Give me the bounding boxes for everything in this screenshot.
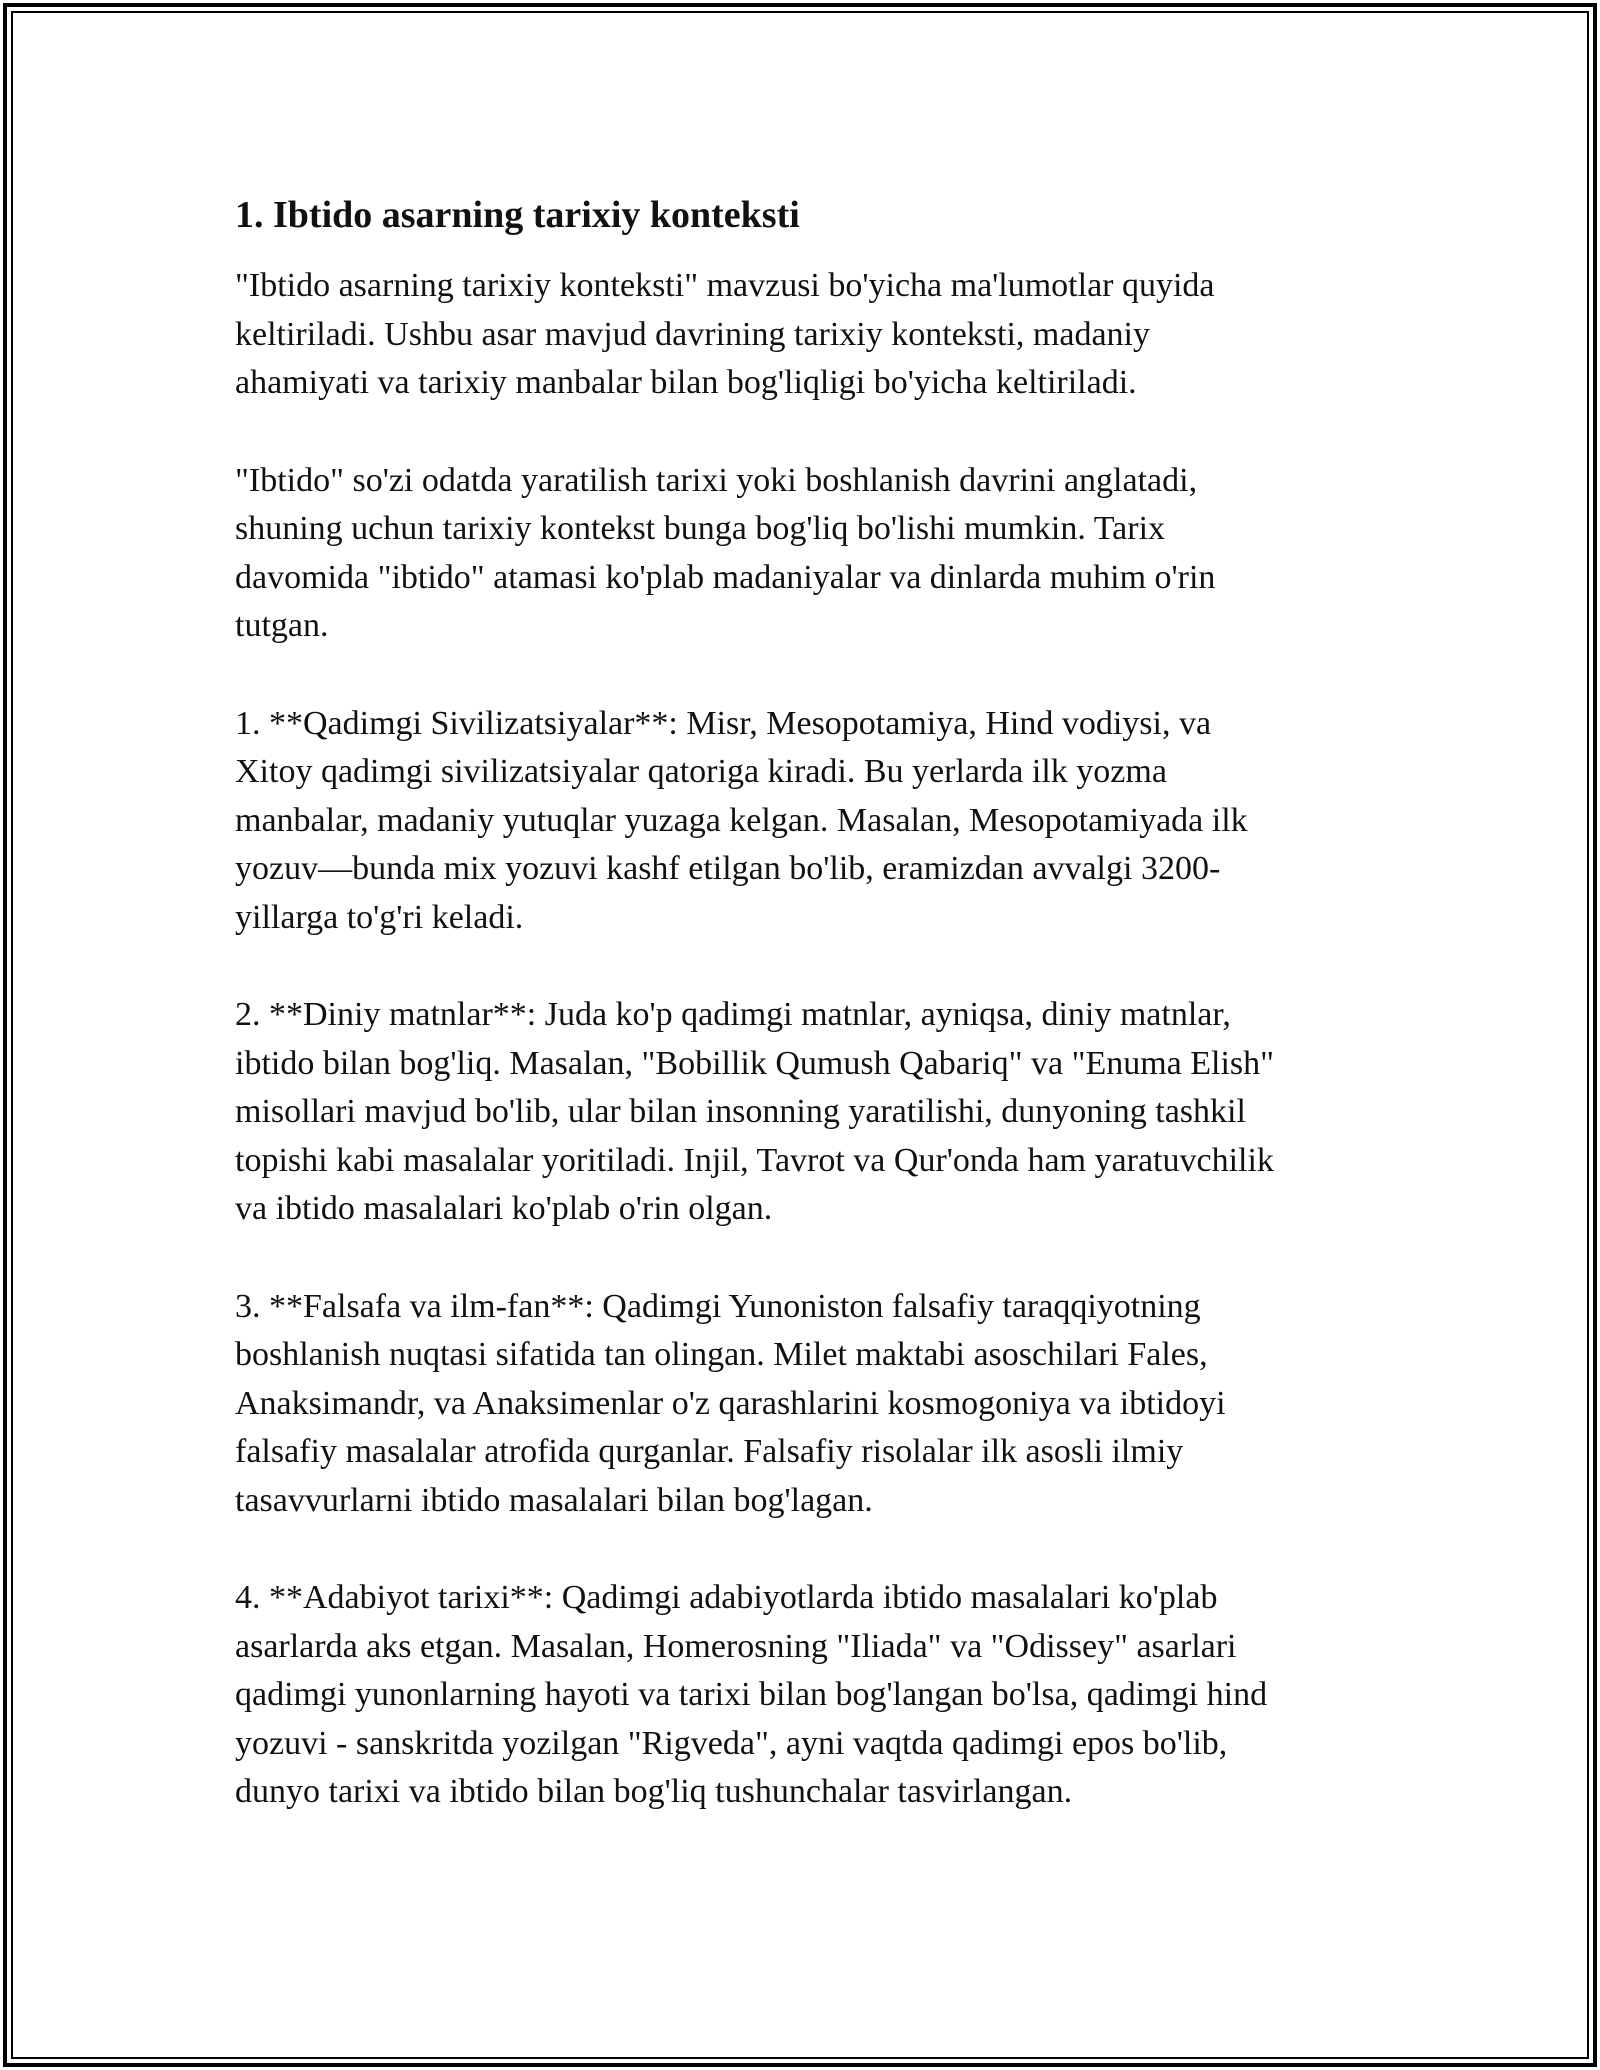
list-item-literature-history: 4. **Adabiyot tarixi**: Qadimgi adabiyotlarda ibtido masalalari ko'plab asarlarda aks etgan. Masalan, Homerosning "Iliada" va "Odissey" asarlari qadimgi yunonlarning hayoti va tarixi bilan bog'langan bo'lsa, qadimgi hind yozuvi - sanskritda yozilgan "Rigveda", ayni vaqtda qadimgi epos bo'lib, dunyo tarixi va ibtido bilan bog'liq tushunchalar tasvirlangan. <box>235 1579 1268 1810</box>
section-heading: 1. Ibtido asarning tarixiy konteksti <box>235 194 800 236</box>
definition-paragraph: "Ibtido" so'zi odatda yaratilish tarixi yoki boshlanish davrini anglatadi, shuning uchun tarixiy kontekst bunga bog'liq bo'lishi mumkin. Tarix davomida "ibtido" atamasi ko'plab madaniyalar va dinlarda muhim o'rin tutgan. <box>235 461 1216 644</box>
list-item-ancient-civilizations: 1. **Qadimgi Sivilizatsiyalar**: Misr, Mesopotamiya, Hind vodiysi, va Xitoy qadimgi sivilizatsiyalar qatoriga kiradi. Bu yerlarda ilk yozma manbalar, madaniy yutuqlar yuzaga kelgan. Masalan, Mesopotamiyada ilk yozuv—bunda mix yozuvi kashf etilgan bo'lib, eramizdan avvalgi 3200- yillarga to'g'ri keladi. <box>235 704 1248 936</box>
list-item-philosophy-science: 3. **Falsafa va ilm-fan**: Qadimgi Yunoniston falsafiy taraqqiyotning boshlanish nuqtasi sifatida tan olingan. Milet maktabi asoschilari Fales, Anaksimandr, va Anaksimenlar o'z qarashlarini kosmogoniya va ibtidoyi falsafiy masalalar atrofida qurganlar. Falsafiy risolalar ilk asosli ilmiy tasavvurlarni ibtido masalalari bilan bog'lagan. <box>235 1287 1226 1519</box>
document-body <box>235 190 1365 1866</box>
intro-paragraph: "Ibtido asarning tarixiy konteksti" mavzusi bo'yicha ma'lumotlar quyida keltiriladi. Ushbu asar mavjud davrining tarixiy konteksti, madaniy ahamiyati va tarixiy manbalar bilan bog'liqligi bo'yicha keltiriladi. <box>235 267 1215 401</box>
list-item-religious-texts: 2. **Diniy matnlar**: Juda ko'p qadimgi matnlar, ayniqsa, diniy matnlar, ibtido bilan bog'liq. Masalan, "Bobillik Qumush Qabariq" va "Enuma Elish" misollari mavjud bo'lib, ular bilan insonning yaratilishi, dunyoning tashkil topishi kabi masalalar yoritiladi. Injil, Tavrot va Qur'onda ham yaratuvchilik va ibtido masalalari ko'plab o'rin olgan. <box>235 996 1275 1227</box>
